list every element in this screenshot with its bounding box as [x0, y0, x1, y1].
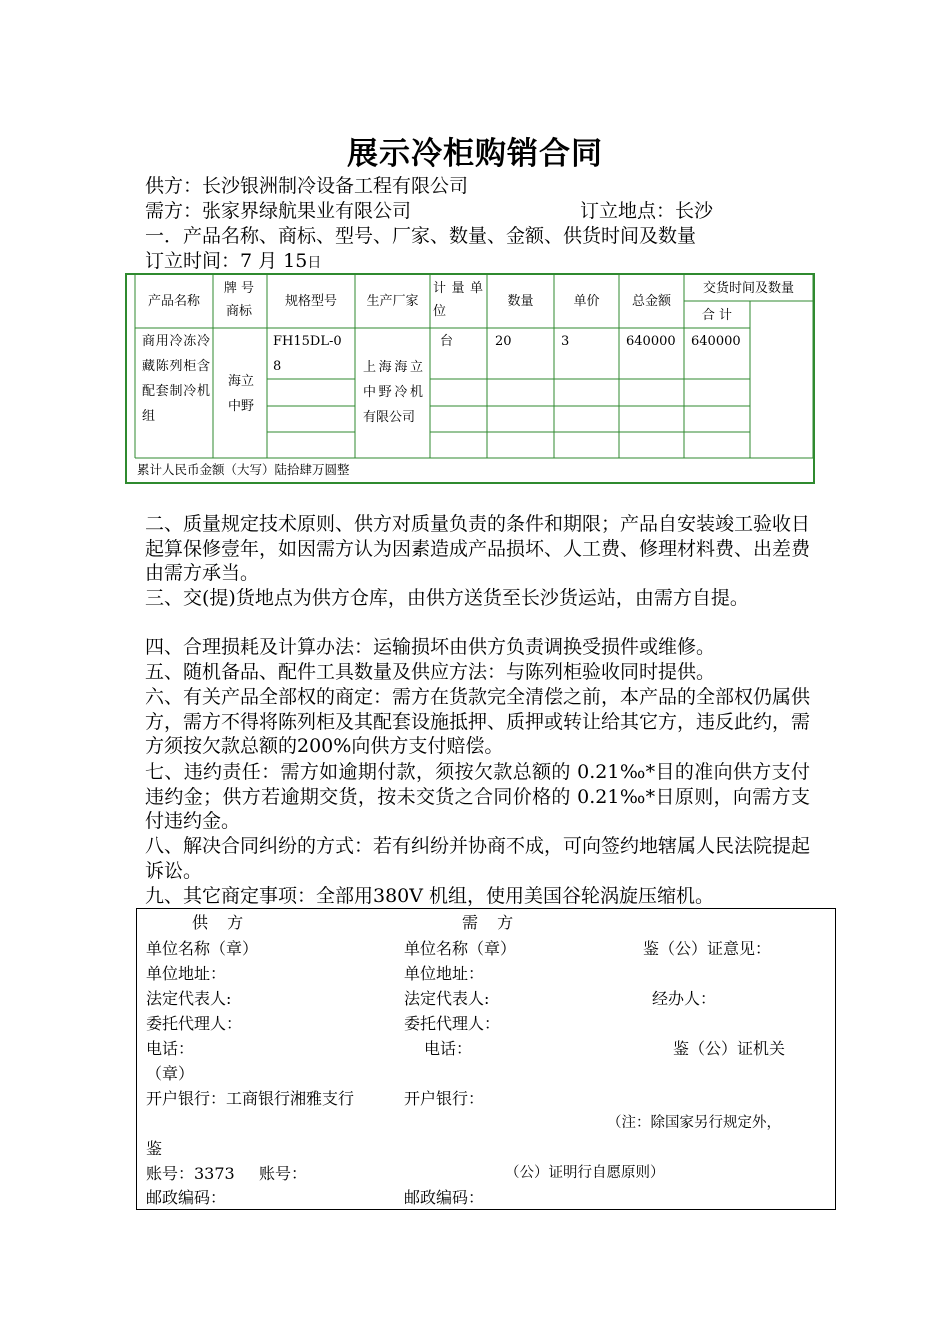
buyer-agent: 委托代理人： [404, 1014, 501, 1033]
product-table [125, 273, 815, 484]
section1-heading: 一．产品名称、商标、型号、厂家、数量、金额、供货时间及数量 [145, 225, 697, 247]
cell-brand: 海立中野 [227, 374, 254, 414]
page-title: 展示冷柜购销合同 [347, 136, 603, 172]
header-delivery: 交货时间及数量 [702, 281, 794, 296]
header-total: 合 计 [701, 308, 733, 323]
supplier-account: 账号：3373 [146, 1164, 235, 1183]
header-product: 产品名称 [147, 294, 200, 309]
handler: 经办人： [652, 989, 717, 1008]
buyer-head: 需 方 [462, 913, 514, 932]
buyer-account: 账号： [259, 1164, 308, 1183]
cell-maker: 上海海立中野冷机有限公司 [363, 360, 423, 425]
notary-authority: 鉴（公）证机关 [673, 1039, 786, 1058]
header-unit: 计 量 单 位 [433, 281, 483, 319]
sum-amount-text: 累计人民币金额（大写）陆拾肆万圆整 [137, 462, 350, 477]
header-price: 单价 [573, 294, 600, 309]
note-jian: 鉴 [146, 1139, 163, 1158]
supplier-unit-name: 单位名称（章） [146, 939, 259, 958]
signature-block [136, 908, 836, 1210]
header-brand: 牌 号 商标 [223, 281, 255, 319]
buyer-postcode: 邮政编码： [404, 1188, 485, 1207]
buyer-bank: 开户银行： [404, 1089, 485, 1108]
note-line-2: （公）证明行自愿原则） [505, 1165, 665, 1181]
date-suffix: 日 [307, 255, 322, 271]
note-line-1: （注：除国家另行规定外， [607, 1115, 781, 1131]
clause-4: 四、合理损耗及计算办法：运输损坏由供方负责调换受损件或维修。 [145, 636, 716, 658]
cell-price: 3 [561, 334, 570, 349]
buyer-phone: 电话： [424, 1039, 473, 1058]
header-maker: 生产厂家 [366, 294, 419, 309]
header-model: 规格型号 [284, 294, 337, 309]
cell-unit: 台 [440, 334, 454, 349]
seal-mark: （章） [146, 1064, 195, 1083]
date-prefix: 订立时间：7 月 15 [145, 250, 308, 272]
buyer-legal-rep: 法定代表人: [404, 989, 490, 1008]
supplier-postcode: 邮政编码： [146, 1188, 227, 1207]
cell-total: 640000 [691, 334, 741, 349]
date-line [145, 249, 321, 276]
cell-qty: 20 [495, 334, 512, 349]
clause-5: 五、随机备品、配件工具数量及供应方法：与陈列柜验收同时提供。 [145, 661, 716, 683]
clause-2: 二、质量规定技术原则、供方对质量负责的条件和期限；产品自安装竣工验收日起算保修壹年，如因需方认为因素造成产品损坏、人工费、修理材料费、出差费由需方承当。 [145, 513, 811, 584]
clause-9: 九、其它商定事项：全部用380V 机组，使用美国谷轮涡旋压缩机。 [145, 885, 715, 907]
clause-6: 六、有关产品全部权的商定：需方在货款完全清偿之前，本产品的全部权仍属供方，需方不得将陈列柜及其配套设施抵押、质押或转让给其它方，违反此约，需方须按欠款总额的200%向供方支付赔偿。 [145, 686, 811, 757]
notary-opinion: 鉴（公）证意见： [643, 939, 772, 958]
place-line: 订立地点：长沙 [580, 200, 714, 222]
header-qty: 数量 [507, 294, 534, 309]
supplier-address: 单位地址： [146, 964, 227, 983]
clause-3: 三、交(提)货地点为供方仓库，由供方送货至长沙货运站，由需方自提。 [145, 587, 749, 609]
supplier-bank: 开户银行：工商银行湘雅支行 [146, 1089, 355, 1108]
header-amount: 总金额 [631, 294, 671, 309]
buyer-address: 单位地址： [404, 964, 485, 983]
clause-8: 八、解决合同纠纷的方式：若有纠纷并协商不成，可向签约地辖属人民法院提起诉讼。 [145, 835, 811, 882]
clause-7: 七、违约责任：需方如逾期付款，须按欠款总额的 0.21‰*目的准向供方支付违约金；供方若逾期交货，按未交货之合同价格的 0.21‰*日原则，向需方支付违约金。 [145, 761, 810, 832]
supplier-agent: 委托代理人： [146, 1014, 243, 1033]
supplier-head: 供 方 [192, 913, 244, 932]
supplier-legal-rep: 法定代表人: [146, 989, 232, 1008]
supplier-line: 供方：长沙银洲制冷设备工程有限公司 [145, 175, 469, 197]
buyer-unit-name: 单位名称（章） [404, 939, 517, 958]
buyer-line: 需方：张家界绿航果业有限公司 [145, 200, 412, 222]
cell-product: 商用冷冻冷藏陈列柜含配套制冷机组 [142, 334, 210, 424]
cell-model: FH15DL-08 [273, 334, 342, 374]
cell-amount: 640000 [626, 334, 676, 349]
supplier-phone: 电话： [146, 1039, 195, 1058]
